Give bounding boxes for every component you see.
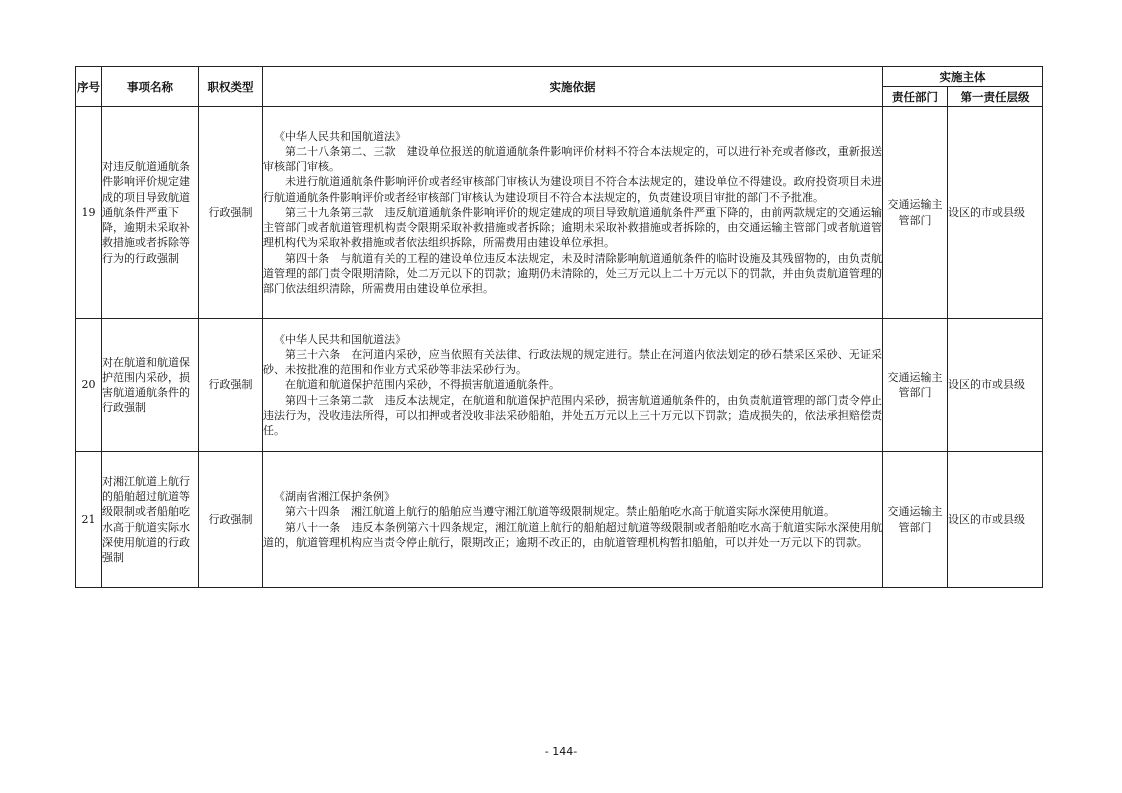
row-name: 对违反航道通航条件影响评价规定建成的项目导致航道通航条件严重下降，逾期未采取补救措施或者拆除等行为的行政强制	[102, 107, 199, 319]
row-basis	[263, 452, 883, 588]
row-level: 设区的市或县级	[948, 452, 1043, 588]
row-type: 行政强制	[199, 107, 263, 319]
basis-clause: 第二十八条第二、三款 建设单位报送的航道通航条件影响评价材料不符合本法规定的，可以进行补充或者修改，重新报送审核部门审核。	[263, 145, 882, 174]
row-name: 对在航道和航道保护范围内采砂，损害航道通航条件的行政强制	[102, 319, 199, 452]
header-basis: 实施依据	[263, 67, 883, 107]
table-row	[76, 319, 1043, 452]
row-no: 21	[76, 452, 102, 588]
header-type: 职权类型	[199, 67, 263, 107]
row-basis	[263, 319, 883, 452]
basis-source: 《中华人民共和国航道法》	[274, 129, 406, 143]
row-type: 行政强制	[199, 452, 263, 588]
basis-source: 《中华人民共和国航道法》	[274, 332, 406, 346]
row-level: 设区的市或县级	[948, 319, 1043, 452]
basis-source: 《湖南省湘江保护条例》	[274, 490, 395, 504]
header-dept: 责任部门	[883, 87, 948, 107]
basis-clause: 第四十三条第二款 违反本法规定，在航道和航道保护范围内采砂，损害航道通航条件的，由负责航道管理的部门责令停止违法行为，没收违法所得，可以扣押或者没收非法采砂船舶，并处五万元以上三十万元以下罚款；造成损失的，依法承担赔偿责任。	[263, 393, 882, 437]
basis-clause: 第四十条 与航道有关的工程的建设单位违反本法规定，未及时清除影响航道通航条件的临时设施及其残留物的，由负责航道管理的部门责令限期清除，处二万元以下的罚款；逾期仍未清除的，处三万元以上二十万元以下的罚款，并由负责航道管理的部门依法组织清除，所需费用由建设单位承担。	[263, 251, 882, 295]
basis-clause: 第六十四条 湘江航道上航行的船舶应当遵守湘江航道等级限制规定。禁止船舶吃水高于航道实际水深使用航道。	[285, 505, 835, 519]
row-level: 设区的市或县级	[948, 107, 1043, 319]
row-dept: 交通运输主管部门	[883, 452, 948, 588]
page-number: - 144-	[544, 745, 578, 758]
row-no: 19	[76, 107, 102, 319]
basis-clause: 第三十六条 在河道内采砂，应当依照有关法律、行政法规的规定进行。禁止在河道内依法划定的砂石禁采区采砂、无证采砂、未按批准的范围和作业方式采砂等非法采砂行为。	[263, 347, 882, 377]
basis-clause: 在航道和航道保护范围内采砂，不得损害航道通航条件。	[285, 378, 560, 392]
row-name: 对湘江航道上航行的船舶超过航道等级限制或者船舶吃水高于航道实际水深使用航道的行政强制	[102, 452, 199, 588]
header-no: 序号	[76, 67, 102, 107]
row-type: 行政强制	[199, 319, 263, 452]
row-no: 20	[76, 319, 102, 452]
basis-clause: 第八十一条 违反本条例第六十四条规定，湘江航道上航行的船舶超过航道等级限制或者船舶吃水高于航道实际水深使用航道的，航道管理机构应当责令停止航行，限期改正；逾期不改正的，由航道管理机构暂扣船舶，可以并处一万元以下的罚款。	[263, 520, 882, 549]
basis-clause: 第三十九条第三款 违反航道通航条件影响评价的规定建成的项目导致航道通航条件严重下降的，由前两款规定的交通运输主管部门或者航道管理机构责令限期采取补救措施或者拆除；逾期未采取补救措施或者拆除的，由交通运输主管部门或者航道管理机构代为采取补救措施或者依法组织拆除，所需费用由建设单位承担。	[263, 205, 882, 250]
table-row	[76, 452, 1043, 588]
header-subject: 实施主体	[883, 67, 1043, 87]
header-name: 事项名称	[102, 67, 199, 107]
header-level: 第一责任层级	[948, 87, 1043, 107]
authority-table	[75, 66, 1043, 588]
table-row	[76, 107, 1043, 319]
row-dept: 交通运输主管部门	[883, 319, 948, 452]
row-dept: 交通运输主管部门	[883, 107, 948, 319]
row-basis	[263, 107, 883, 319]
basis-clause: 未进行航道通航条件影响评价或者经审核部门审核认为建设项目不符合本法规定的，建设单位不得建设。政府投资项目未进行航道通航条件影响评价或者经审核部门审核认为建设项目不符合本法规定的，负责建设项目审批的部门不予批准。	[263, 175, 882, 204]
